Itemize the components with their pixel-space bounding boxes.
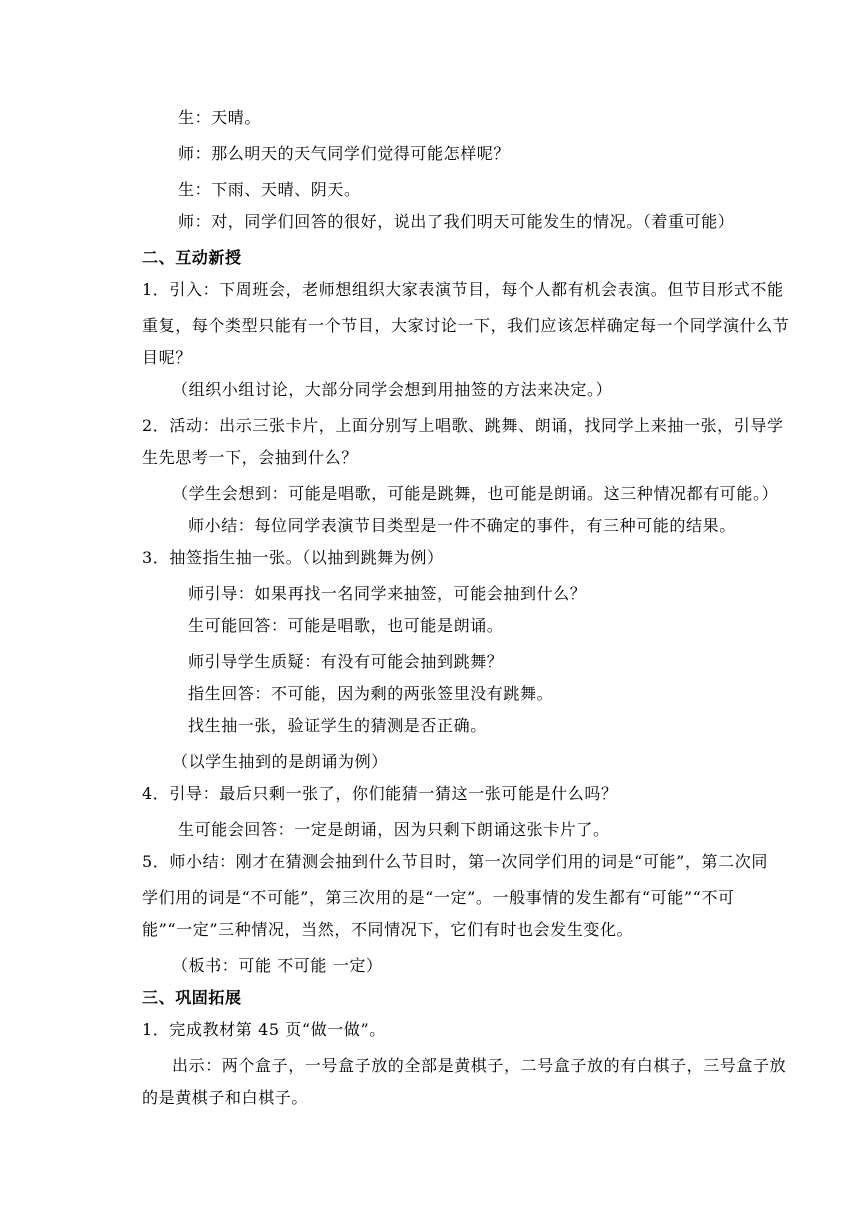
paragraph-line: 5．师小结：刚才在猜测会抽到什么节目时，第一次同学们用的词是“可能”，第二次同 <box>142 852 768 871</box>
paragraph-line: 4．引导：最后只剩一张了，你们能猜一猜这一张可能是什么吗？ <box>142 784 618 803</box>
section-heading: 三、巩固拓展 <box>142 988 242 1007</box>
paragraph-line: （组织小组讨论，大部分同学会想到用抽签的方法来决定。） <box>172 380 613 399</box>
paragraph-line: 师：对，同学们回答的很好，说出了我们明天可能发生的情况。（着重可能） <box>178 212 735 231</box>
paragraph-line: 目呢？ <box>142 348 192 367</box>
paragraph-line: 师引导：如果再找一名同学来抽签，可能会抽到什么？ <box>188 584 587 603</box>
paragraph-line: （学生会想到：可能是唱歌，可能是跳舞，也可能是朗诵。这三种情况都有可能。） <box>172 484 779 503</box>
paragraph-line: 1．完成教材第 45 页“做一做”。 <box>142 1020 386 1039</box>
paragraph-line: 3．抽签指生抽一张。（以抽到跳舞为例） <box>142 548 444 567</box>
paragraph-line: 生先思考一下，会抽到什么？ <box>142 448 358 467</box>
paragraph-line: 学们用的词是“不可能”，第三次用的是“一定”。一般事情的发生都有“可能”“不可 <box>142 888 735 907</box>
paragraph-line: 出示：两个盒子，一号盒子放的全部是黄棋子，二号盒子放的有白棋子，三号盒子放 <box>172 1056 787 1075</box>
paragraph-line: （以学生抽到的是朗诵为例） <box>172 752 388 771</box>
paragraph-line: 生：天晴。 <box>178 108 262 127</box>
paragraph-line: 生可能会回答：一定是朗诵，因为只剩下朗诵这张卡片了。 <box>178 820 610 839</box>
paragraph-line: 1．引入：下周班会，老师想组织大家表演节目，每个人都有机会表演。但节目形式不能 <box>142 280 784 299</box>
paragraph-line: 师引导学生质疑：有没有可能会抽到跳舞？ <box>188 652 504 671</box>
paragraph-line: 能”“一定”三种情况，当然，不同情况下，它们有时也会发生变化。 <box>142 920 634 939</box>
paragraph-line: 2．活动：出示三张卡片，上面分别写上唱歌、跳舞、朗诵，找同学上来抽一张，引导学 <box>142 416 784 435</box>
paragraph-line: （板书：可能 不可能 一定） <box>172 956 383 975</box>
paragraph-line: 指生回答：不可能，因为剩的两张签里没有跳舞。 <box>188 684 554 703</box>
paragraph-line: 师小结：每位同学表演节目类型是一件不确定的事件，有三种可能的结果。 <box>188 516 736 535</box>
section-heading: 二、互动新授 <box>142 248 242 267</box>
paragraph-line: 生可能回答：可能是唱歌，也可能是朗诵。 <box>188 616 504 635</box>
paragraph-line: 生：下雨、天晴、阴天。 <box>178 180 361 199</box>
paragraph-line: 重复，每个类型只能有一个节目，大家讨论一下，我们应该怎样确定每一个同学演什么节 <box>142 316 790 335</box>
paragraph-line: 的是黄棋子和白棋子。 <box>142 1088 309 1107</box>
paragraph-line: 找生抽一张，验证学生的猜测是否正确。 <box>188 716 487 735</box>
paragraph-line: 师：那么明天的天气同学们觉得可能怎样呢？ <box>178 144 511 163</box>
